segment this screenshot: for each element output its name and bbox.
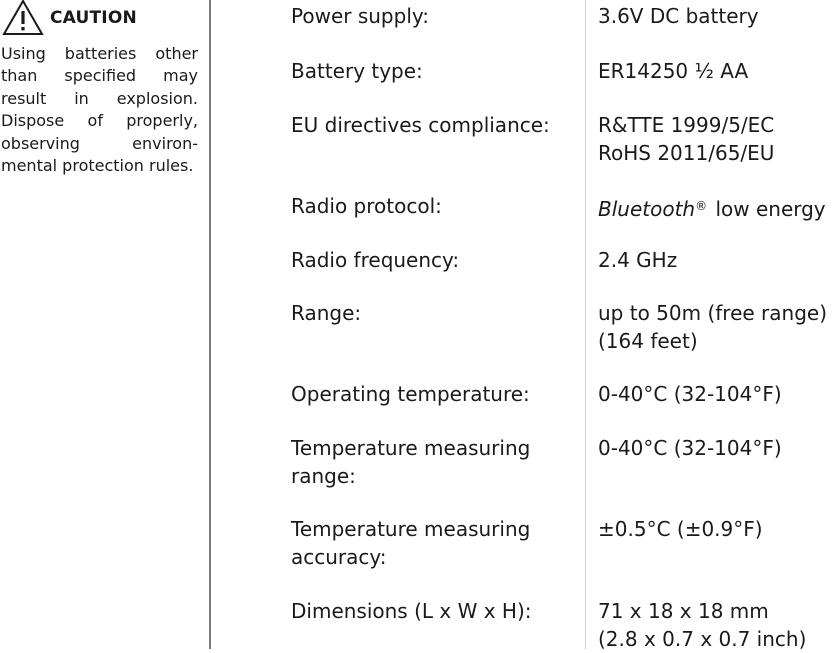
spec-value [598, 515, 834, 543]
spec-value [598, 111, 834, 167]
spec-label: Temperature measuring range: [291, 436, 531, 488]
spec-value-line: (164 feet) [598, 329, 698, 353]
spec-label: Dimensions (L x W x H): [291, 599, 532, 623]
spec-value [598, 57, 834, 85]
spec-value-line: 0-40°C (32-104°F) [598, 382, 782, 406]
spec-value [598, 434, 834, 462]
spec-value-line: 2.4 GHz [598, 248, 678, 272]
spec-value [598, 192, 834, 223]
caution-title: CAUTION [50, 8, 137, 28]
caution-header [0, 0, 198, 38]
spec-value-line: ER14250 ½ AA [598, 59, 749, 83]
spec-label: Battery type: [291, 59, 423, 83]
spec-value [598, 299, 834, 355]
spec-value [598, 246, 834, 274]
caution-panel [0, 0, 198, 177]
spec-value-line: 3.6V DC battery [598, 4, 759, 28]
spec-value-line: R&TTE 1999/5/EC [598, 113, 775, 137]
spec-value-rest: low energy [709, 197, 826, 221]
spec-value-line: RoHS 2011/65/EU [598, 141, 775, 165]
spec-value [598, 597, 834, 653]
spec-value-line: 71 x 18 x 18 mm [598, 599, 769, 623]
spec-value-line: 0-40°C (32-104°F) [598, 436, 782, 460]
spec-value-line: ±0.5°C (±0.9°F) [598, 517, 763, 541]
spec-label: Radio protocol: [291, 194, 442, 218]
spec-label: Power supply: [291, 4, 429, 28]
caution-text: Using batteries other than specified may result in explosion. Dispose of properly, observing environ-mental protection rules. [1, 44, 198, 176]
spec-value [598, 380, 834, 408]
spec-label: Radio frequency: [291, 248, 460, 272]
warning-triangle-icon [2, 0, 44, 37]
column-divider [209, 0, 211, 649]
spec-label: Operating temperature: [291, 382, 530, 406]
spec-value-line: (2.8 x 0.7 x 0.7 inch) [598, 627, 807, 651]
spec-value-line: up to 50m (free range) [598, 301, 828, 325]
table-divider [585, 0, 586, 649]
bluetooth-text: Bluetooth [598, 197, 696, 221]
spec-label: Range: [291, 301, 362, 325]
spec-label: Temperature measuring accuracy: [291, 517, 531, 569]
registered-mark: ® [695, 199, 708, 213]
spec-label: EU directives compliance: [291, 113, 550, 137]
spec-value [598, 2, 834, 30]
